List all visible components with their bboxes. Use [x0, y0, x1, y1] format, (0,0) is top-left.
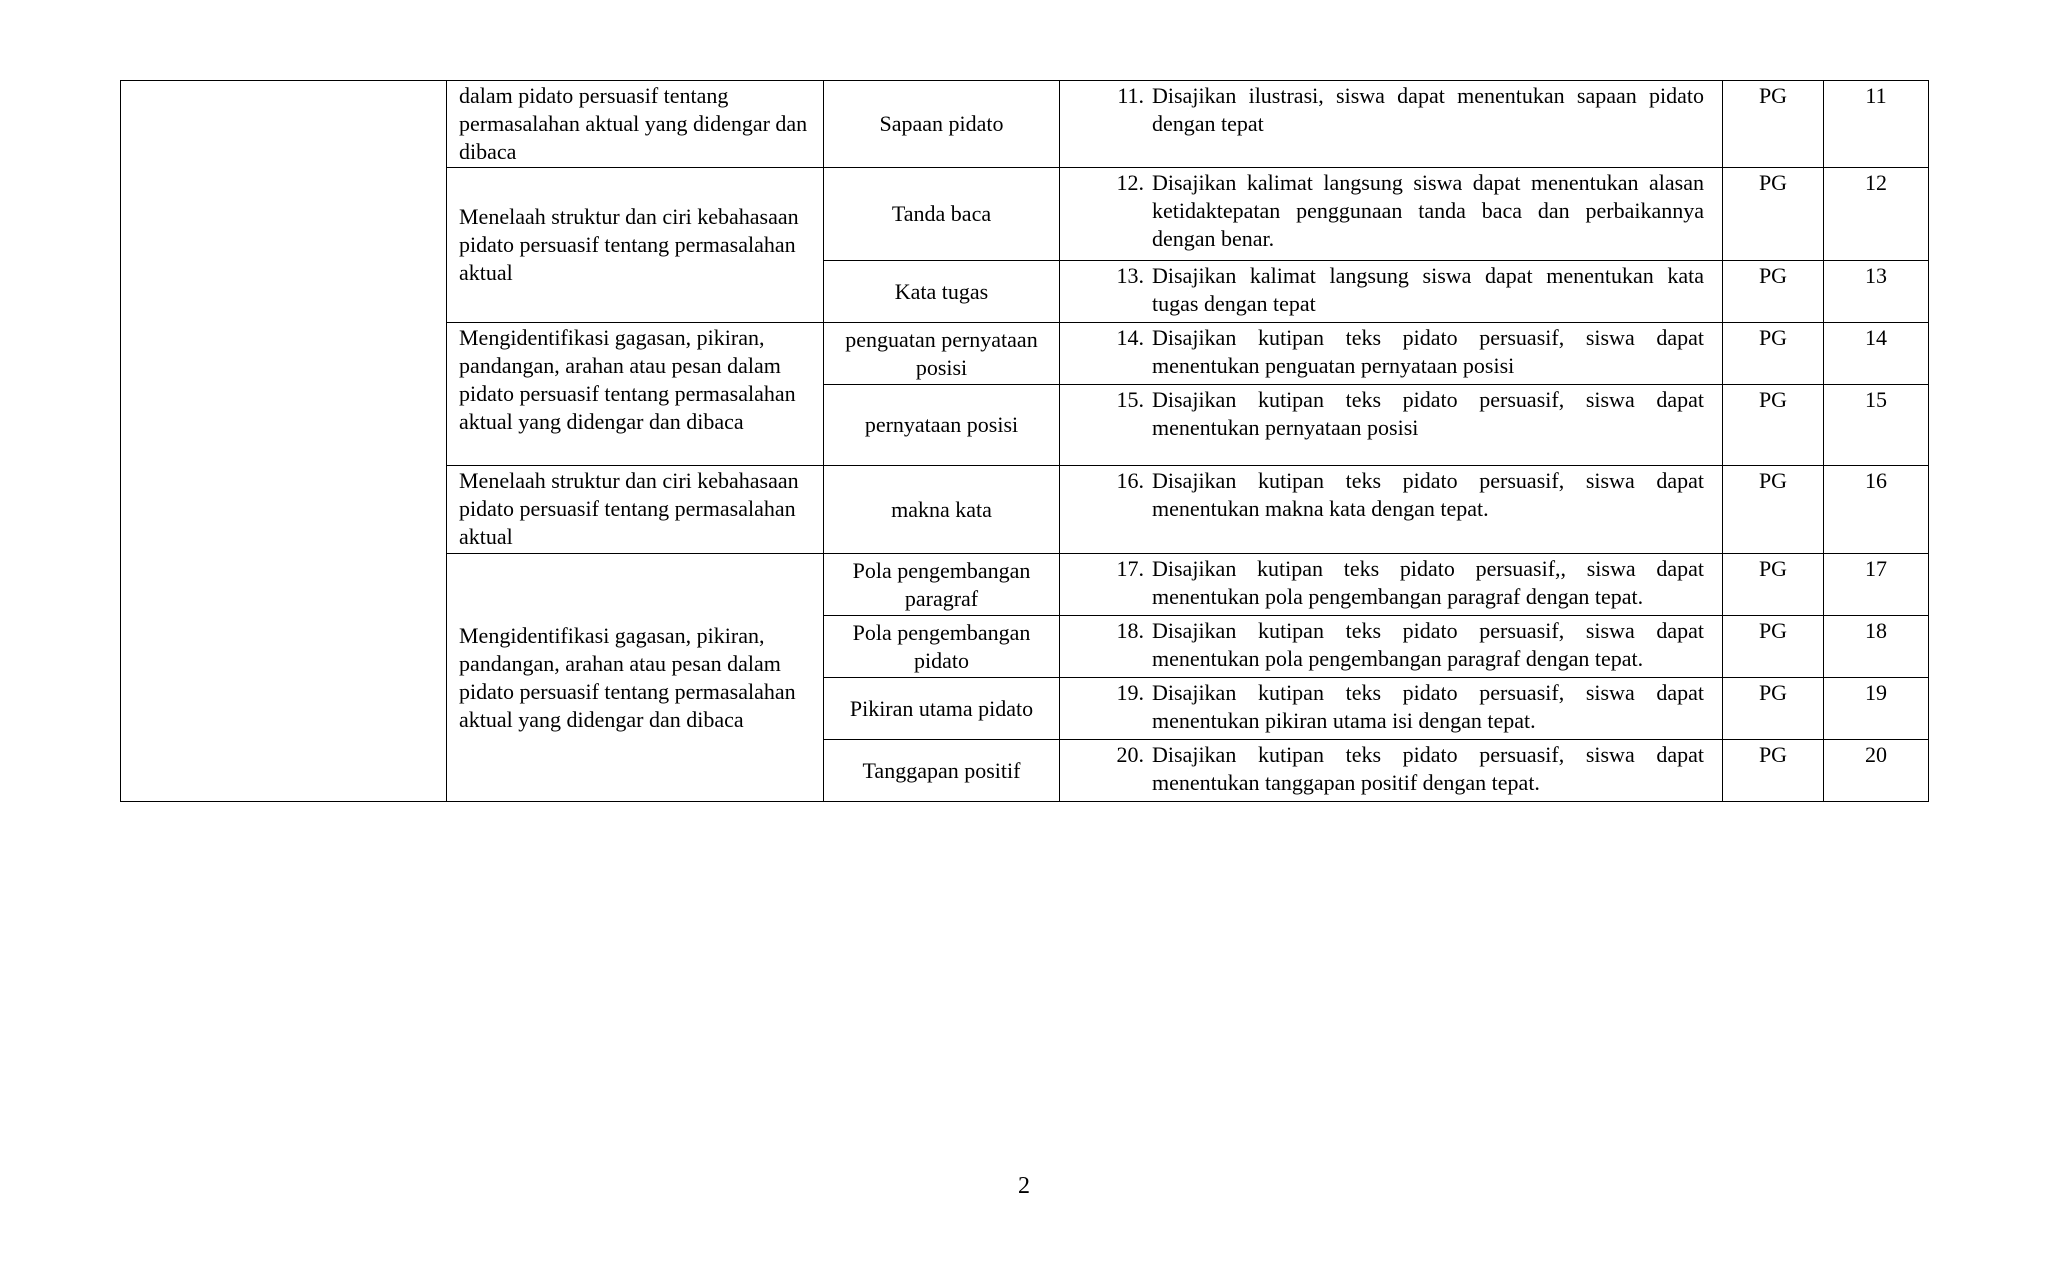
- kompetensi-dasar-cell: Menelaah struktur dan ciri kebahasaan pidato persuasif tentang permasalahan aktual: [447, 466, 824, 554]
- materi-cell: Tanda baca: [824, 168, 1060, 261]
- bentuk-soal-cell: PG: [1723, 323, 1824, 385]
- bentuk-soal-cell: PG: [1723, 168, 1824, 261]
- first-column-cell: [121, 81, 447, 802]
- item-number: 20.: [1116, 742, 1144, 767]
- bentuk-soal-cell: PG: [1723, 81, 1824, 168]
- item-number: 16.: [1116, 468, 1144, 493]
- item-description: Disajikan kalimat langsung siswa dapat menentukan kata tugas dengan tepat: [1152, 263, 1704, 316]
- item-number: 15.: [1116, 387, 1144, 412]
- nomor-soal-cell: 13: [1824, 261, 1929, 323]
- nomor-soal-cell: 15: [1824, 385, 1929, 466]
- kompetensi-dasar-cell: Mengidentifikasi gagasan, pikiran, pandangan, arahan atau pesan dalam pidato persuasif tentang permasalahan aktual yang didengar dan dibaca: [447, 323, 824, 466]
- materi-cell: Pola pengembangan pidato: [824, 616, 1060, 678]
- item-description: Disajikan kutipan teks pidato persuasif, siswa dapat menentukan pola pengembangan paragraf dengan tepat.: [1152, 618, 1704, 671]
- bentuk-soal-cell: PG: [1723, 466, 1824, 554]
- item-description: Disajikan kalimat langsung siswa dapat menentukan alasan ketidaktepatan penggunaan tanda baca dan perbaikannya dengan benar.: [1152, 170, 1704, 251]
- item-number: 18.: [1116, 618, 1144, 643]
- item-description: Disajikan kutipan teks pidato persuasif, siswa dapat menentukan pernyataan posisi: [1152, 387, 1704, 440]
- nomor-soal-cell: 12: [1824, 168, 1929, 261]
- table-row: [121, 81, 1929, 168]
- kisi-kisi-table: [120, 80, 1929, 802]
- item-number: 11.: [1117, 83, 1144, 108]
- bentuk-soal-cell: PG: [1723, 616, 1824, 678]
- materi-cell: Sapaan pidato: [824, 81, 1060, 168]
- indikator-soal-cell: [1060, 323, 1723, 385]
- materi-cell: Pikiran utama pidato: [824, 678, 1060, 740]
- materi-cell: Tanggapan positif: [824, 740, 1060, 802]
- bentuk-soal-cell: PG: [1723, 554, 1824, 616]
- kompetensi-dasar-cell: Mengidentifikasi gagasan, pikiran, pandangan, arahan atau pesan dalam pidato persuasif tentang permasalahan aktual yang didengar dan dibaca: [447, 554, 824, 802]
- bentuk-soal-cell: PG: [1723, 261, 1824, 323]
- indikator-soal-cell: [1060, 678, 1723, 740]
- nomor-soal-cell: 14: [1824, 323, 1929, 385]
- indikator-soal-cell: [1060, 261, 1723, 323]
- nomor-soal-cell: 18: [1824, 616, 1929, 678]
- nomor-soal-cell: 11: [1824, 81, 1929, 168]
- bentuk-soal-cell: PG: [1723, 678, 1824, 740]
- nomor-soal-cell: 16: [1824, 466, 1929, 554]
- materi-cell: Kata tugas: [824, 261, 1060, 323]
- indikator-soal-cell: [1060, 466, 1723, 554]
- indikator-soal-cell: [1060, 616, 1723, 678]
- indikator-soal-cell: [1060, 385, 1723, 466]
- materi-cell: makna kata: [824, 466, 1060, 554]
- indikator-soal-cell: [1060, 740, 1723, 802]
- item-number: 17.: [1116, 556, 1144, 581]
- nomor-soal-cell: 17: [1824, 554, 1929, 616]
- item-number: 12.: [1116, 170, 1144, 195]
- materi-cell: Pola pengembangan paragraf: [824, 554, 1060, 616]
- indikator-soal-cell: [1060, 81, 1723, 168]
- page-number: 2: [1018, 1173, 1030, 1199]
- item-description: Disajikan kutipan teks pidato persuasif, siswa dapat menentukan tanggapan positif dengan tepat.: [1152, 742, 1704, 795]
- item-number: 14.: [1116, 325, 1144, 350]
- item-number: 13.: [1116, 263, 1144, 288]
- indikator-soal-cell: [1060, 554, 1723, 616]
- kompetensi-dasar-cell: Menelaah struktur dan ciri kebahasaan pidato persuasif tentang permasalahan aktual: [447, 168, 824, 323]
- item-description: Disajikan kutipan teks pidato persuasif, siswa dapat menentukan makna kata dengan tepat.: [1152, 468, 1704, 521]
- nomor-soal-cell: 20: [1824, 740, 1929, 802]
- materi-cell: pernyataan posisi: [824, 385, 1060, 466]
- kompetensi-dasar-cell: dalam pidato persuasif tentang permasalahan aktual yang didengar dan dibaca: [447, 81, 824, 168]
- nomor-soal-cell: 19: [1824, 678, 1929, 740]
- bentuk-soal-cell: PG: [1723, 385, 1824, 466]
- indikator-soal-cell: [1060, 168, 1723, 261]
- item-description: Disajikan kutipan teks pidato persuasif, siswa dapat menentukan penguatan pernyataan posisi: [1152, 325, 1704, 378]
- item-number: 19.: [1116, 680, 1144, 705]
- bentuk-soal-cell: PG: [1723, 740, 1824, 802]
- item-description: Disajikan ilustrasi, siswa dapat menentukan sapaan pidato dengan tepat: [1152, 83, 1704, 136]
- item-description: Disajikan kutipan teks pidato persuasif, siswa dapat menentukan pikiran utama isi dengan tepat.: [1152, 680, 1704, 733]
- item-description: Disajikan kutipan teks pidato persuasif,, siswa dapat menentukan pola pengembangan paragraf dengan tepat.: [1152, 556, 1704, 609]
- materi-cell: penguatan pernyataan posisi: [824, 323, 1060, 385]
